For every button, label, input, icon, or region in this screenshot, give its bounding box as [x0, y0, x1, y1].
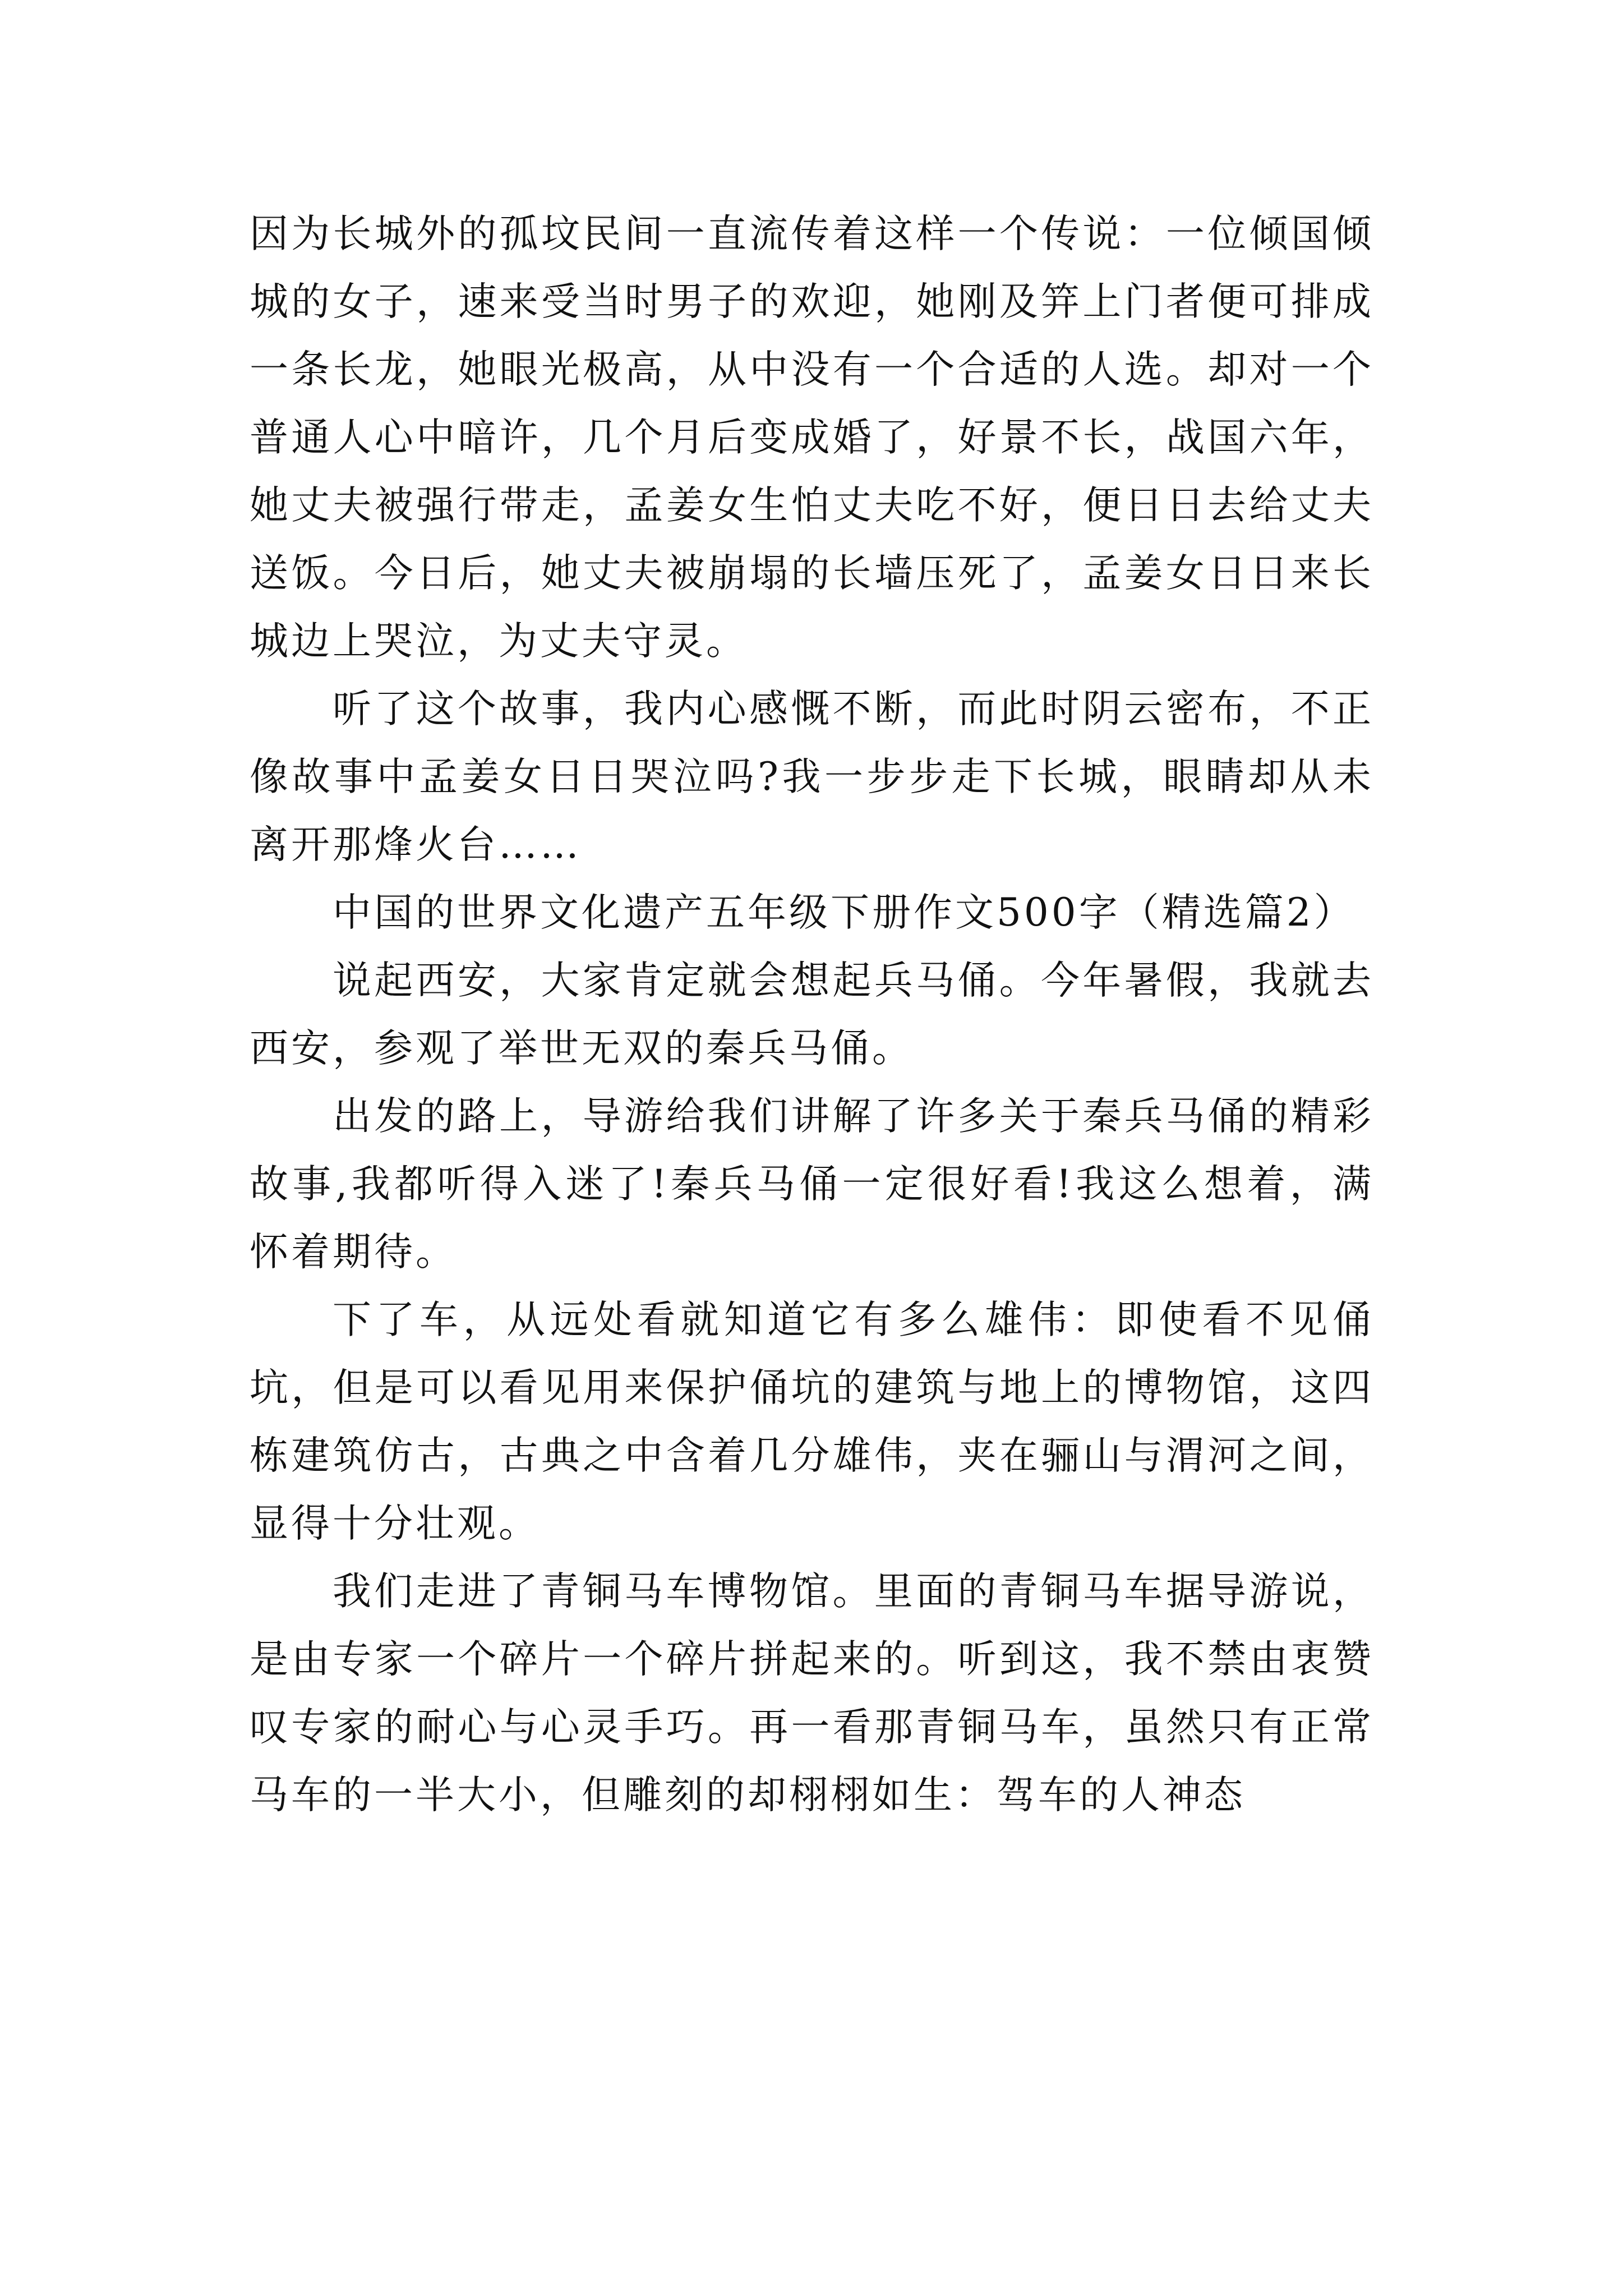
paragraph-arrival: 下了车，从远处看就知道它有多么雄伟：即使看不见俑坑，但是可以看见用来保护俑坑的建筑与地上的博物馆，这四栋建筑仿古，古典之中含着几分雄伟，夹在骊山与渭河之间，显得十分壮观。: [250, 1297, 1374, 1546]
paragraph-intro-xian: 说起西安，大家肯定就会想起兵马俑。今年暑假，我就去西安，参观了举世无双的秦兵马俑。: [250, 958, 1374, 1071]
paragraph-legend-continuation: 因为长城外的孤坟民间一直流传着这样一个传说：一位倾国倾城的女子，速来受当时男子的欢迎，她刚及笄上门者便可排成一条长龙，她眼光极高，从中没有一个合适的人选。却对一个普通人心中暗许，几个月后变成婚了，好景不长，战国六年，她丈夫被强行带走，孟姜女生怕丈夫吃不好，便日日去给丈夫送饭。今日后，她丈夫被崩塌的长墙压死了，孟姜女日日来长城边上哭泣，为丈夫守灵。: [250, 211, 1374, 664]
essay-title-2: 中国的世界文化遗产五年级下册作文500字（精选篇2）: [333, 890, 1355, 935]
paragraph-reflection: 听了这个故事，我内心感慨不断，而此时阴云密布，不正像故事中孟姜女日日哭泣吗?我一步步走下长城，眼睛却从未离开那烽火台……: [250, 687, 1374, 867]
paragraph-bronze-chariot: 我们走进了青铜马车博物馆。里面的青铜马车据导游说，是由专家一个碎片一个碎片拼起来的。听到这，我不禁由衷赞叹专家的耐心与心灵手巧。再一看那青铜马车，虽然只有正常马车的一半大小，但雕刻的却栩栩如生：驾车的人神态: [250, 1569, 1374, 1818]
document-body: [250, 200, 1374, 1829]
paragraph-journey: 出发的路上，导游给我们讲解了许多关于秦兵马俑的精彩故事,我都听得入迷了!秦兵马俑一定很好看!我这么想着，满怀着期待。: [250, 1094, 1374, 1274]
